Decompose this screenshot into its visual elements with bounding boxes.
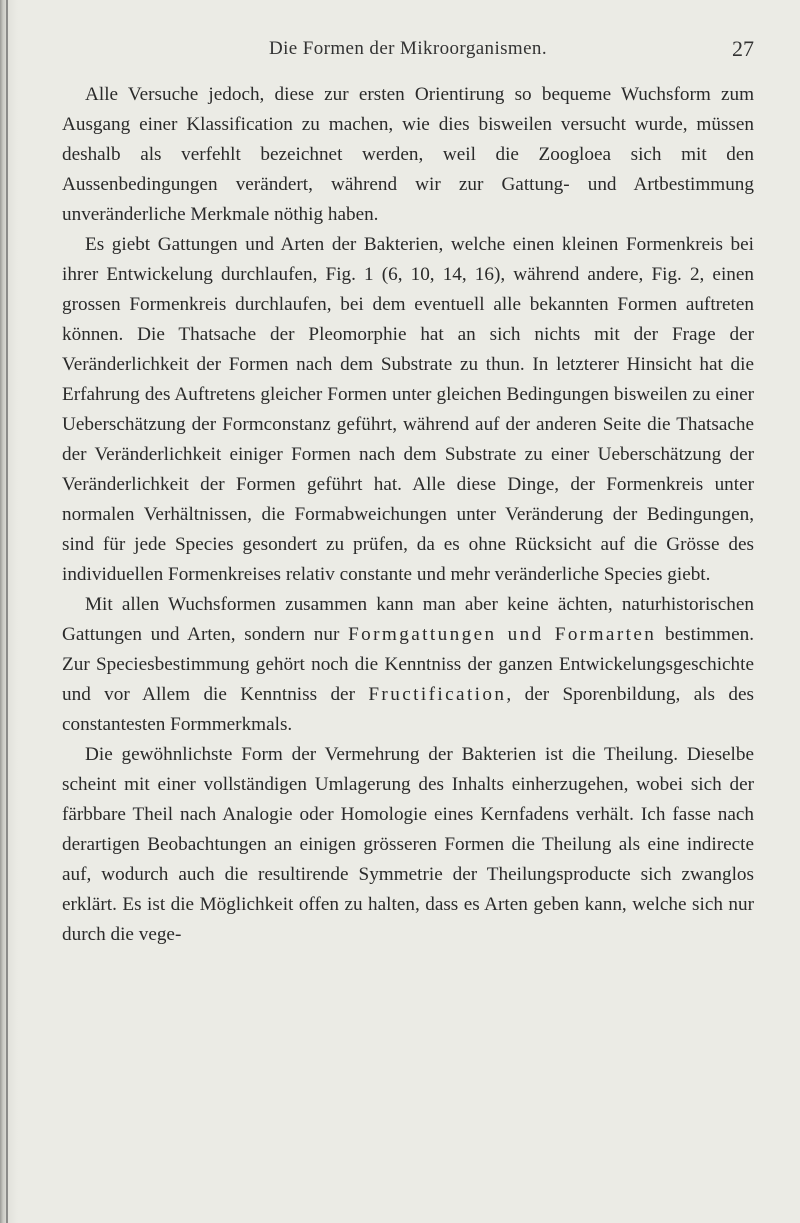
paragraph-1: Alle Versuche jedoch, diese zur ersten Orientirung so bequeme Wuchsform zum Ausgang einer Klassification zu machen, wie dies bisweilen versucht wurde, müssen deshalb als verfehlt bezeichnet werden, weil die Zoogloea sich mit den Aussenbedingungen verändert, während wir zur Gattung- und Artbestimmung unveränderliche Merkmale nöthig haben. (62, 84, 754, 225)
page-gutter (0, 0, 18, 1223)
paragraph-4: Die gewöhnlichste Form der Vermehrung der Bakterien ist die Theilung. Dieselbe scheint mit einer vollständigen Umlagerung des Inhalts einherzugehen, wobei sich der färbbare Theil nach Analogie oder Homologie eines Kernfadens verhält. Ich fasse nach derartigen Beobachtungen an einigen grösseren Formen die Theilung als eine indirecte auf, wodurch auch die resultirende Symmetrie der Theilungsproducte sich zwanglos erklärt. Es ist die Möglichkeit offen zu halten, dass es Arten geben kann, welche sich nur durch die vege- (62, 744, 754, 945)
page-number: 27 (732, 36, 754, 61)
spaced-term-fructification: Fructification (368, 684, 507, 705)
paragraph-3-text-b: bestimmen. Zur Speciesbestimmung gehört noch die Kenntniss der ganzen Entwickelungsgeschichte und vor Allem die Kenntniss der (62, 624, 754, 705)
paragraph-2: Es giebt Gattungen und Arten der Bakterien, welche einen kleinen Formenkreis bei ihrer Entwickelung durchlaufen, Fig. 1 (6, 10, 14, 16), während andere, Fig. 2, einen grossen Formenkreis durchlaufen, bei dem eventuell alle bekannten Formen auftreten können. Die Thatsache der Pleomorphie hat an sich nichts mit der Frage der Veränderlichkeit der Formen nach dem Substrate zu thun. In letzterer Hinsicht hat die Erfahrung des Auftretens gleicher Formen unter gleichen Bedingungen bisweilen zu einer Ueberschätzung der Formconstanz geführt, während auf der anderen Seite die Thatsache der Veränderlichkeit einiger Formen nach dem Substrate zu einer Ueberschätzung der Veränderlichkeit der Formen geführt hat. Alle diese Dinge, der Formenkreis unter normalen Verhältnissen, die Formabweichungen unter Veränderung der Bedingungen, sind für jede Species gesondert zu prüfen, da es ohne Rücksicht auf die Grösse des individuellen Formenkreises relativ constante und mehr veränderliche Species giebt. (62, 234, 754, 585)
binding-edge (6, 0, 8, 1223)
paragraph-3-text-a: Mit allen Wuchsformen zusammen kann man aber keine ächten, naturhistorischen Gattungen und Arten, sondern nur (62, 594, 754, 645)
page-header (62, 38, 754, 68)
paragraph-3 (62, 590, 754, 740)
paragraph-3-text-c: , der Sporenbildung, als des constantesten Formmerkmals. (62, 684, 754, 735)
spaced-term-formgattungen: Formgattungen und Formarten (348, 624, 657, 645)
body-text (62, 80, 754, 950)
running-title: Die Formen der Mikroorganismen. (268, 38, 547, 59)
